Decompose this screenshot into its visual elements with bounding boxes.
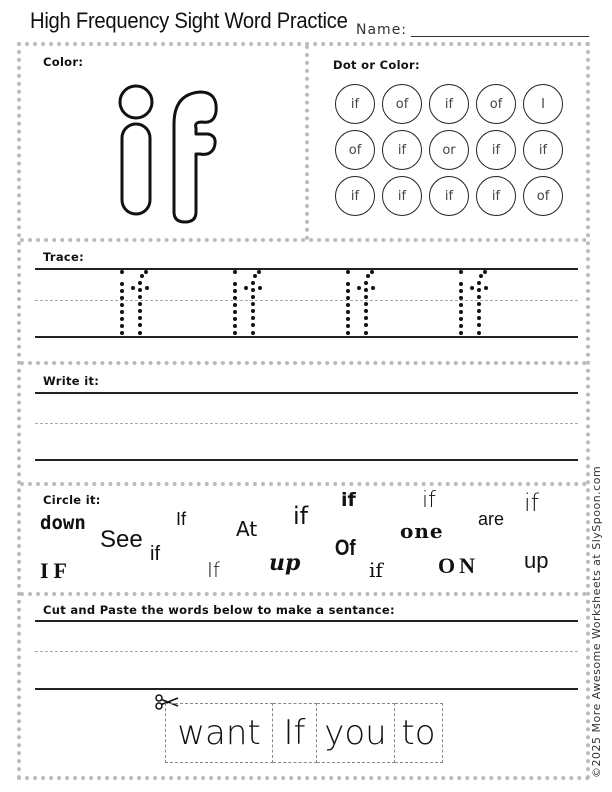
trace-words[interactable] bbox=[100, 262, 520, 342]
dot-circle[interactable]: if bbox=[382, 176, 422, 216]
dot-circle[interactable]: if bbox=[335, 176, 375, 216]
dot-circle[interactable]: if bbox=[523, 130, 563, 170]
divider-3 bbox=[20, 482, 587, 486]
circle-word[interactable]: if bbox=[293, 502, 309, 530]
write-top-line[interactable] bbox=[35, 392, 578, 394]
circle-word[interactable]: if bbox=[422, 488, 436, 513]
name-label: Name: bbox=[356, 22, 408, 38]
write-base-line[interactable] bbox=[35, 459, 578, 461]
dot-circle[interactable]: of bbox=[476, 84, 516, 124]
dot-circle[interactable]: of bbox=[335, 130, 375, 170]
circle-word[interactable]: ON bbox=[438, 553, 479, 578]
vertical-divider bbox=[305, 45, 309, 240]
paste-word-card[interactable]: you bbox=[317, 703, 395, 763]
circle-word[interactable]: If bbox=[176, 509, 187, 529]
dot-circle[interactable]: if bbox=[382, 130, 422, 170]
paste-mid-line bbox=[35, 651, 578, 652]
circle-label: Circle it: bbox=[43, 493, 101, 507]
dot-grid bbox=[335, 84, 563, 216]
color-word[interactable] bbox=[110, 72, 230, 236]
circle-word[interactable]: up bbox=[269, 550, 301, 576]
circle-word[interactable]: IF bbox=[40, 558, 72, 583]
dot-circle[interactable]: if bbox=[429, 176, 469, 216]
paste-word-card[interactable]: want bbox=[165, 703, 273, 763]
dot-circle[interactable]: if bbox=[429, 84, 469, 124]
circle-word[interactable]: if bbox=[369, 558, 383, 582]
dot-circle[interactable]: I bbox=[523, 84, 563, 124]
paste-top-line[interactable] bbox=[35, 620, 578, 622]
circle-word[interactable]: up bbox=[524, 548, 549, 573]
dot-circle[interactable]: of bbox=[523, 176, 563, 216]
circle-word[interactable]: If bbox=[207, 558, 220, 582]
write-label: Write it: bbox=[43, 374, 100, 388]
circle-word[interactable]: See bbox=[100, 526, 143, 553]
dot-circle[interactable]: of bbox=[382, 84, 422, 124]
circle-word[interactable]: one bbox=[400, 519, 444, 543]
circle-word[interactable]: down bbox=[40, 512, 86, 534]
dot-circle[interactable]: if bbox=[476, 176, 516, 216]
circle-word[interactable]: if bbox=[524, 489, 540, 517]
dot-circle[interactable]: if bbox=[335, 84, 375, 124]
paste-word-card[interactable]: If bbox=[273, 703, 317, 763]
credit-text: ©2025 More Awesome Worksheets at SlySpoon.com bbox=[590, 465, 603, 778]
paste-word-card[interactable]: to bbox=[395, 703, 443, 763]
circle-word[interactable]: if bbox=[341, 489, 356, 511]
circle-word[interactable]: if bbox=[150, 543, 160, 565]
paste-base-line[interactable] bbox=[35, 688, 578, 690]
divider-1 bbox=[20, 238, 587, 242]
circle-word[interactable]: At bbox=[236, 517, 258, 541]
page-title: High Frequency Sight Word Practice bbox=[30, 8, 348, 33]
trace-label: Trace: bbox=[43, 250, 85, 264]
paste-label: Cut and Paste the words below to make a sentance: bbox=[43, 603, 395, 617]
name-line[interactable] bbox=[411, 36, 589, 37]
circle-word[interactable]: Of bbox=[334, 535, 356, 560]
divider-4 bbox=[20, 592, 587, 596]
circle-word[interactable]: are bbox=[478, 509, 505, 529]
dot-label: Dot or Color: bbox=[333, 58, 420, 72]
dot-circle[interactable]: if bbox=[476, 130, 516, 170]
divider-2 bbox=[20, 361, 587, 365]
paste-words bbox=[165, 703, 443, 763]
dot-circle[interactable]: or bbox=[429, 130, 469, 170]
color-label: Color: bbox=[43, 55, 84, 69]
write-mid-line bbox=[35, 423, 578, 424]
